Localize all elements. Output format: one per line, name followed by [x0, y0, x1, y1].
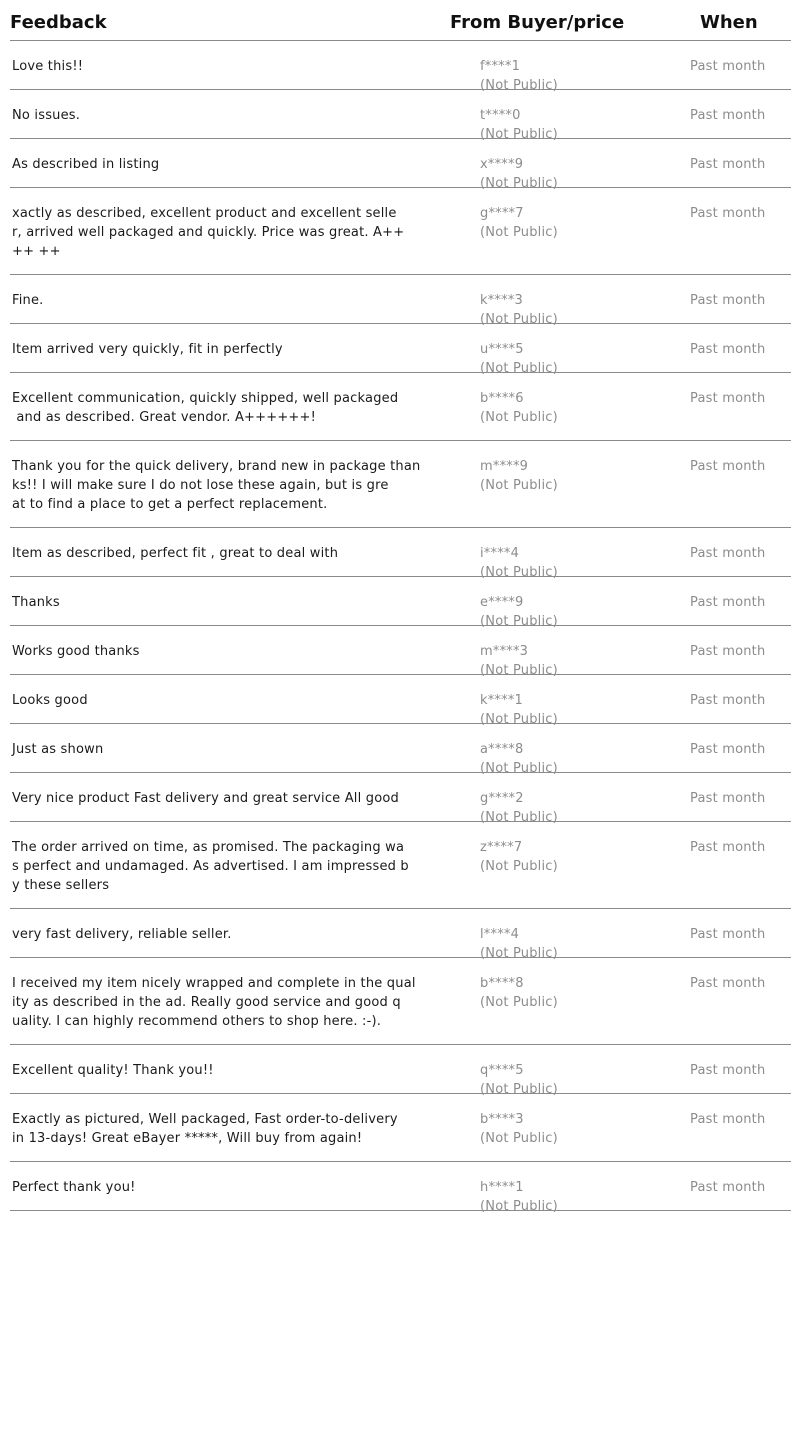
buyer-id: b****6 [480, 391, 524, 406]
when-cell: Past month [690, 206, 766, 221]
table-row [10, 139, 791, 191]
feedback-rows [10, 41, 791, 1214]
buyer-cell [480, 204, 558, 242]
when-cell: Past month [690, 293, 766, 308]
feedback-text: Thanks [12, 595, 60, 610]
when-cell: Past month [690, 742, 766, 757]
buyer-visibility: (Not Public) [480, 312, 558, 327]
table-row [10, 958, 791, 1045]
feedback-text: Works good thanks [12, 644, 140, 659]
feedback-text: Exactly as pictured, Well packaged, Fast order-to-delivery in 13-days! Great eBayer *****, Will buy from again! [12, 1112, 398, 1146]
when-cell: Past month [690, 840, 766, 855]
table-row [10, 724, 791, 776]
buyer-id: m****3 [480, 644, 529, 659]
buyer-id: b****3 [480, 1112, 524, 1127]
table-row [10, 577, 791, 629]
when-cell: Past month [690, 791, 766, 806]
buyer-visibility: (Not Public) [480, 712, 558, 727]
when-cell: Past month [690, 157, 766, 172]
table-row [10, 1094, 791, 1162]
table-row [10, 626, 791, 678]
buyer-visibility: (Not Public) [480, 614, 558, 629]
buyer-id: k****1 [480, 693, 523, 708]
buyer-visibility: (Not Public) [480, 761, 558, 776]
table-row [10, 1162, 791, 1214]
buyer-visibility: (Not Public) [480, 127, 558, 142]
buyer-id: g****7 [480, 206, 524, 221]
feedback-text: Looks good [12, 693, 88, 708]
feedback-text: Just as shown [12, 742, 104, 757]
when-cell: Past month [690, 59, 766, 74]
table-row [10, 373, 791, 441]
table-header [10, 0, 791, 41]
buyer-id: f****1 [480, 59, 521, 74]
buyer-cell [480, 974, 558, 1012]
feedback-text: Excellent communication, quickly shipped, well packaged and as described. Great vendor. A++++++! [12, 391, 399, 425]
table-row [10, 773, 791, 825]
when-cell: Past month [690, 459, 766, 474]
buyer-column-header: From Buyer/price [450, 12, 625, 33]
buyer-visibility: (Not Public) [480, 995, 558, 1010]
buyer-visibility: (Not Public) [480, 176, 558, 191]
buyer-id: q****5 [480, 1063, 524, 1078]
buyer-visibility: (Not Public) [480, 663, 558, 678]
feedback-text: No issues. [12, 108, 81, 123]
feedback-text: As described in listing [12, 157, 160, 172]
feedback-table [10, 0, 791, 1214]
buyer-id: l****4 [480, 927, 520, 942]
when-cell: Past month [690, 1112, 766, 1127]
buyer-id: a****8 [480, 742, 524, 757]
buyer-visibility: (Not Public) [480, 946, 558, 961]
when-cell: Past month [690, 391, 766, 406]
when-cell: Past month [690, 546, 766, 561]
buyer-visibility: (Not Public) [480, 78, 558, 93]
buyer-visibility: (Not Public) [480, 1082, 558, 1097]
feedback-text: Fine. [12, 293, 44, 308]
feedback-text: Thank you for the quick delivery, brand new in package than ks!! I will make sure I do not lose these again, but is gre at to find a place to get a perfect replacement. [12, 459, 421, 512]
buyer-cell [480, 1178, 558, 1216]
buyer-cell [480, 389, 558, 427]
feedback-text: Item as described, perfect fit , great to deal with [12, 546, 339, 561]
feedback-text: Item arrived very quickly, fit in perfectly [12, 342, 283, 357]
feedback-text: The order arrived on time, as promised. The packaging wa s perfect and undamaged. As advertised. I am impressed b y these sellers [12, 840, 409, 893]
feedback-text: Love this!! [12, 59, 84, 74]
feedback-text: I received my item nicely wrapped and complete in the qual ity as described in the ad. Really good service and good q uality. I can highly recommend others to shop here. :-). [12, 976, 416, 1029]
buyer-visibility: (Not Public) [480, 361, 558, 376]
buyer-id: z****7 [480, 840, 523, 855]
buyer-id: t****0 [480, 108, 521, 123]
buyer-id: e****9 [480, 595, 524, 610]
buyer-visibility: (Not Public) [480, 810, 558, 825]
feedback-column-header: Feedback [10, 12, 107, 33]
buyer-id: u****5 [480, 342, 524, 357]
when-cell: Past month [690, 693, 766, 708]
table-row [10, 188, 791, 275]
feedback-text: Very nice product Fast delivery and great service All good [12, 791, 399, 806]
table-row [10, 528, 791, 580]
buyer-cell [480, 838, 558, 876]
table-row [10, 441, 791, 528]
buyer-id: m****9 [480, 459, 529, 474]
buyer-visibility: (Not Public) [480, 410, 558, 425]
table-row [10, 822, 791, 909]
feedback-text: Excellent quality! Thank you!! [12, 1063, 214, 1078]
when-cell: Past month [690, 976, 766, 991]
feedback-text: Perfect thank you! [12, 1180, 136, 1195]
when-cell: Past month [690, 1180, 766, 1195]
buyer-id: i****4 [480, 546, 520, 561]
feedback-text: very fast delivery, reliable seller. [12, 927, 232, 942]
when-cell: Past month [690, 1063, 766, 1078]
table-row [10, 41, 791, 93]
buyer-id: k****3 [480, 293, 523, 308]
buyer-cell [480, 1110, 558, 1148]
buyer-id: h****1 [480, 1180, 524, 1195]
buyer-visibility: (Not Public) [480, 565, 558, 580]
buyer-visibility: (Not Public) [480, 225, 558, 240]
table-row [10, 909, 791, 961]
when-column-header: When [700, 12, 758, 33]
buyer-id: x****9 [480, 157, 524, 172]
buyer-id: g****2 [480, 791, 524, 806]
table-row [10, 90, 791, 142]
table-row [10, 275, 791, 327]
when-cell: Past month [690, 644, 766, 659]
buyer-visibility: (Not Public) [480, 478, 558, 493]
buyer-visibility: (Not Public) [480, 1199, 558, 1214]
when-cell: Past month [690, 342, 766, 357]
buyer-id: b****8 [480, 976, 524, 991]
when-cell: Past month [690, 595, 766, 610]
when-cell: Past month [690, 927, 766, 942]
table-row [10, 675, 791, 727]
when-cell: Past month [690, 108, 766, 123]
buyer-cell [480, 457, 558, 495]
buyer-visibility: (Not Public) [480, 1131, 558, 1146]
buyer-visibility: (Not Public) [480, 859, 558, 874]
table-row [10, 324, 791, 376]
table-row [10, 1045, 791, 1097]
feedback-text: xactly as described, excellent product and excellent selle r, arrived well packaged and quickly. Price was great. A++ ++ ++ [12, 206, 405, 259]
